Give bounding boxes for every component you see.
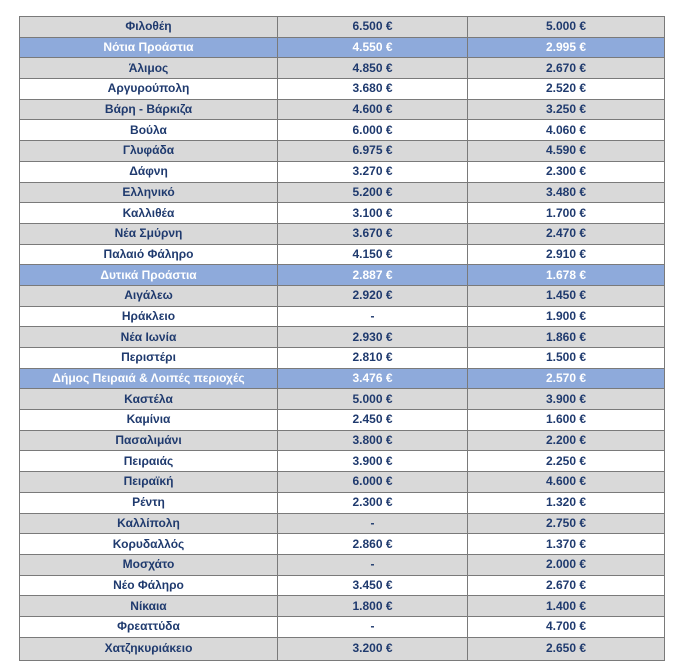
price-a-cell: 5.000 €: [278, 389, 468, 410]
price-a-cell: 6.500 €: [278, 17, 468, 38]
area-cell: Νέο Φάληρο: [20, 575, 278, 596]
price-a-cell: -: [278, 513, 468, 534]
price-a-cell: 5.200 €: [278, 182, 468, 203]
region-header-row: [20, 37, 665, 58]
area-cell: Παλαιό Φάληρο: [20, 244, 278, 265]
table-row: [20, 120, 665, 141]
table-row: [20, 492, 665, 513]
table-row: [20, 472, 665, 493]
area-cell: Νέα Ιωνία: [20, 327, 278, 348]
table-row: [20, 410, 665, 431]
price-a-cell: 4.550 €: [278, 37, 468, 58]
table-row: [20, 182, 665, 203]
table-row: [20, 430, 665, 451]
area-cell: Δάφνη: [20, 161, 278, 182]
price-a-cell: -: [278, 306, 468, 327]
price-b-cell: 4.060 €: [468, 120, 665, 141]
table-row: [20, 534, 665, 555]
table-row: [20, 596, 665, 617]
price-a-cell: 6.000 €: [278, 472, 468, 493]
price-b-cell: 2.570 €: [468, 368, 665, 389]
price-a-cell: 2.860 €: [278, 534, 468, 555]
price-a-cell: 4.150 €: [278, 244, 468, 265]
table-row: [20, 161, 665, 182]
area-cell: Νότια Προάστια: [20, 37, 278, 58]
price-a-cell: 6.975 €: [278, 141, 468, 162]
table-row: [20, 637, 665, 660]
price-b-cell: 2.750 €: [468, 513, 665, 534]
price-a-cell: 2.300 €: [278, 492, 468, 513]
area-cell: Γλυφάδα: [20, 141, 278, 162]
price-a-cell: 3.680 €: [278, 79, 468, 100]
price-b-cell: 3.480 €: [468, 182, 665, 203]
area-cell: Δυτικά Προάστια: [20, 265, 278, 286]
price-a-cell: 4.850 €: [278, 58, 468, 79]
price-b-cell: 2.200 €: [468, 430, 665, 451]
table-row: [20, 285, 665, 306]
table-row: [20, 17, 665, 38]
area-cell: Καλλιθέα: [20, 203, 278, 224]
table-row: [20, 58, 665, 79]
price-b-cell: 2.670 €: [468, 575, 665, 596]
table-row: [20, 616, 665, 637]
price-a-cell: 3.450 €: [278, 575, 468, 596]
price-b-cell: 1.500 €: [468, 348, 665, 369]
price-b-cell: 4.590 €: [468, 141, 665, 162]
area-cell: Φιλοθέη: [20, 17, 278, 38]
area-cell: Περιστέρι: [20, 348, 278, 369]
area-cell: Αργυρούπολη: [20, 79, 278, 100]
price-b-cell: 2.670 €: [468, 58, 665, 79]
price-a-cell: 2.930 €: [278, 327, 468, 348]
price-a-cell: 3.900 €: [278, 451, 468, 472]
table-row: [20, 79, 665, 100]
area-cell: Καλλίπολη: [20, 513, 278, 534]
area-cell: Ρέντη: [20, 492, 278, 513]
price-b-cell: 1.450 €: [468, 285, 665, 306]
price-a-cell: -: [278, 554, 468, 575]
price-b-cell: 1.678 €: [468, 265, 665, 286]
table-row: [20, 306, 665, 327]
price-b-cell: 1.860 €: [468, 327, 665, 348]
table-row: [20, 244, 665, 265]
price-b-cell: 2.995 €: [468, 37, 665, 58]
area-cell: Πασαλιμάνι: [20, 430, 278, 451]
table-row: [20, 348, 665, 369]
table-row: [20, 451, 665, 472]
price-b-cell: 1.700 €: [468, 203, 665, 224]
area-cell: Νίκαια: [20, 596, 278, 617]
price-b-cell: 5.000 €: [468, 17, 665, 38]
price-b-cell: 2.520 €: [468, 79, 665, 100]
area-cell: Καστέλα: [20, 389, 278, 410]
price-a-cell: 3.800 €: [278, 430, 468, 451]
area-cell: Άλιμος: [20, 58, 278, 79]
table-row: [20, 554, 665, 575]
price-a-cell: 4.600 €: [278, 99, 468, 120]
price-table: [19, 16, 665, 661]
price-b-cell: 4.600 €: [468, 472, 665, 493]
price-b-cell: 1.400 €: [468, 596, 665, 617]
area-cell: Ηράκλειο: [20, 306, 278, 327]
price-b-cell: 2.650 €: [468, 637, 665, 660]
area-cell: Καμίνια: [20, 410, 278, 431]
area-cell: Μοσχάτο: [20, 554, 278, 575]
price-b-cell: 1.370 €: [468, 534, 665, 555]
table-row: [20, 223, 665, 244]
table-row: [20, 389, 665, 410]
table-row: [20, 327, 665, 348]
area-cell: Πειραιάς: [20, 451, 278, 472]
table-row: [20, 203, 665, 224]
area-cell: Ελληνικό: [20, 182, 278, 203]
price-a-cell: -: [278, 616, 468, 637]
price-a-cell: 2.450 €: [278, 410, 468, 431]
price-a-cell: 2.920 €: [278, 285, 468, 306]
price-a-cell: 2.810 €: [278, 348, 468, 369]
price-b-cell: 4.700 €: [468, 616, 665, 637]
price-a-cell: 3.476 €: [278, 368, 468, 389]
price-a-cell: 6.000 €: [278, 120, 468, 141]
price-b-cell: 1.900 €: [468, 306, 665, 327]
area-cell: Κορυδαλλός: [20, 534, 278, 555]
price-b-cell: 3.250 €: [468, 99, 665, 120]
price-b-cell: 2.910 €: [468, 244, 665, 265]
area-cell: Νέα Σμύρνη: [20, 223, 278, 244]
price-b-cell: 3.900 €: [468, 389, 665, 410]
price-b-cell: 2.300 €: [468, 161, 665, 182]
price-a-cell: 3.670 €: [278, 223, 468, 244]
area-cell: Πειραϊκή: [20, 472, 278, 493]
price-b-cell: 1.320 €: [468, 492, 665, 513]
price-a-cell: 3.200 €: [278, 637, 468, 660]
region-header-row: [20, 265, 665, 286]
area-cell: Βάρη - Βάρκιζα: [20, 99, 278, 120]
price-b-cell: 1.600 €: [468, 410, 665, 431]
table-row: [20, 141, 665, 162]
price-b-cell: 2.250 €: [468, 451, 665, 472]
area-cell: Αιγάλεω: [20, 285, 278, 306]
table-row: [20, 513, 665, 534]
price-a-cell: 2.887 €: [278, 265, 468, 286]
area-cell: Χατζηκυριάκειο: [20, 637, 278, 660]
price-a-cell: 1.800 €: [278, 596, 468, 617]
area-cell: Φρεαττύδα: [20, 616, 278, 637]
region-header-row: [20, 368, 665, 389]
price-table-body: [20, 17, 665, 661]
price-a-cell: 3.270 €: [278, 161, 468, 182]
price-b-cell: 2.470 €: [468, 223, 665, 244]
table-row: [20, 99, 665, 120]
table-row: [20, 575, 665, 596]
price-b-cell: 2.000 €: [468, 554, 665, 575]
price-a-cell: 3.100 €: [278, 203, 468, 224]
area-cell: Βούλα: [20, 120, 278, 141]
area-cell: Δήμος Πειραιά & Λοιπές περιοχές: [20, 368, 278, 389]
